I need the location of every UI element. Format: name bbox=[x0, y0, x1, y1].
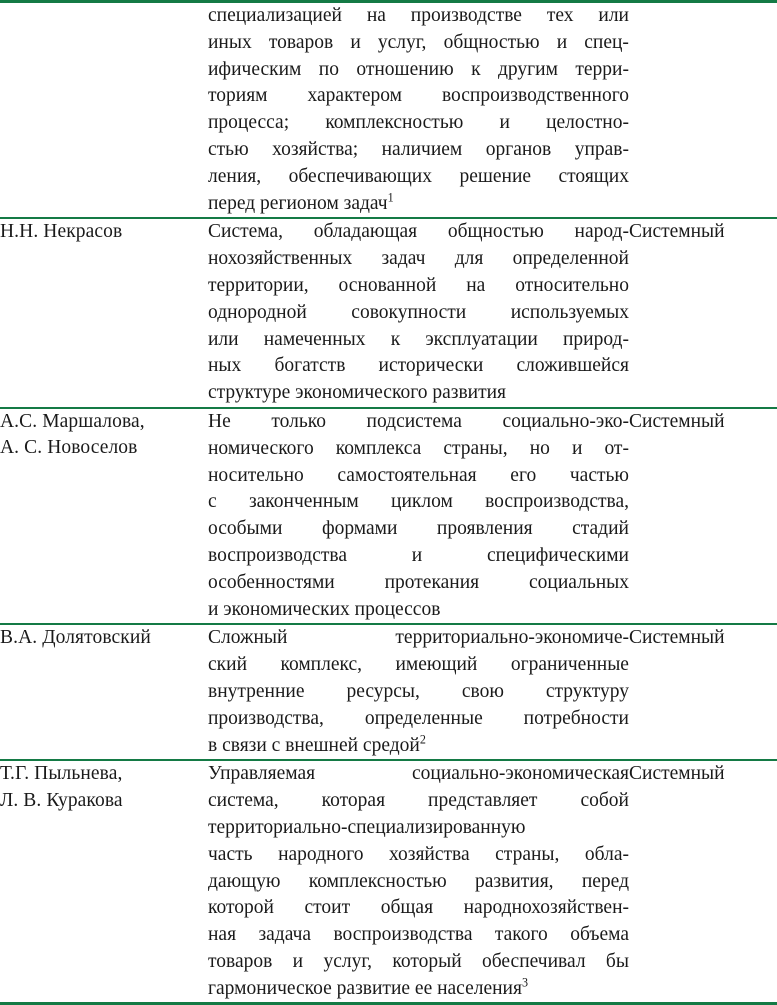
word: общностью bbox=[443, 31, 540, 53]
word: целостно- bbox=[546, 112, 629, 134]
word: который bbox=[392, 950, 462, 972]
definition-line bbox=[208, 679, 629, 706]
approach-label: Системный bbox=[629, 221, 725, 243]
word: народного bbox=[278, 843, 364, 865]
word: сложившейся bbox=[516, 355, 629, 377]
word: Управляемая bbox=[208, 763, 316, 785]
word: имеющий bbox=[395, 654, 478, 676]
word: ифическим bbox=[208, 58, 302, 80]
word: другим bbox=[497, 58, 558, 80]
word: социально-экономическая bbox=[411, 763, 629, 785]
word: воспроизводственного bbox=[441, 85, 629, 107]
word: на bbox=[466, 274, 486, 296]
word: используемых bbox=[510, 301, 629, 323]
word: природ- bbox=[563, 328, 629, 350]
word: ский bbox=[208, 654, 247, 676]
cell-definition bbox=[208, 2, 629, 219]
word: социально-эко- bbox=[502, 410, 629, 432]
word: характером bbox=[307, 85, 402, 107]
word: ная bbox=[208, 924, 237, 946]
word: терри- bbox=[575, 58, 629, 80]
definition-line-text: гармоническое развитие ее населения bbox=[208, 977, 522, 999]
word: комплекс, bbox=[280, 654, 363, 676]
definition-line bbox=[208, 815, 629, 842]
word: обеспечивал bbox=[481, 950, 586, 972]
cell-author bbox=[0, 408, 208, 624]
definition-line-text: перед регионом задач bbox=[208, 192, 388, 214]
word: с bbox=[208, 491, 217, 513]
word: ограниченные bbox=[510, 654, 629, 676]
definition-line-text: и экономических процессов bbox=[208, 598, 441, 620]
word: стоящих bbox=[558, 165, 629, 187]
word: особыми bbox=[208, 518, 283, 540]
word: услуг, bbox=[377, 31, 427, 53]
word: иных bbox=[208, 31, 252, 53]
footnote-marker: 2 bbox=[419, 732, 426, 747]
definition-line bbox=[208, 380, 629, 407]
definition-line bbox=[208, 30, 629, 57]
word: комплексностью bbox=[325, 112, 464, 134]
word: специфическими bbox=[487, 544, 629, 566]
word: хозяйства bbox=[388, 843, 470, 865]
cell-definition bbox=[208, 408, 629, 624]
word: услуг, bbox=[323, 950, 373, 972]
word: и bbox=[292, 950, 304, 972]
author-line: Н.Н. Некрасов bbox=[0, 221, 123, 243]
word: стью bbox=[208, 138, 249, 160]
word: но bbox=[529, 437, 550, 459]
word: циклом bbox=[391, 491, 453, 513]
word: развития, bbox=[475, 870, 554, 892]
word: к bbox=[390, 328, 401, 350]
word: совокупности bbox=[351, 301, 467, 323]
definition-line bbox=[208, 949, 629, 976]
cell-definition bbox=[208, 760, 629, 1004]
word: страны, bbox=[495, 843, 560, 865]
author-line: А.С. Маршалова, bbox=[0, 410, 145, 432]
word: обла- bbox=[584, 843, 629, 865]
word: решение bbox=[459, 165, 532, 187]
word: задача bbox=[258, 924, 312, 946]
word: потребности bbox=[523, 707, 629, 729]
footnote-marker: 1 bbox=[387, 190, 394, 205]
word: которая bbox=[321, 790, 386, 812]
definition-line bbox=[208, 353, 629, 380]
footnote-marker: 3 bbox=[521, 975, 529, 990]
definition-line bbox=[208, 191, 629, 218]
word: на bbox=[366, 5, 386, 26]
author-line: Л. В. Куракова bbox=[0, 789, 123, 811]
definition-line-text: структуре экономического развития bbox=[208, 382, 507, 404]
word: и bbox=[571, 437, 583, 459]
definition-line bbox=[208, 246, 629, 273]
definition-line bbox=[208, 57, 629, 84]
word: часть bbox=[208, 843, 253, 865]
definition-line bbox=[208, 489, 629, 516]
word: производстве bbox=[410, 5, 522, 26]
definition-line bbox=[208, 706, 629, 733]
cell-author bbox=[0, 624, 208, 760]
word: воспроизводства, bbox=[485, 491, 629, 513]
word: богатств bbox=[274, 355, 346, 377]
definition-line bbox=[208, 327, 629, 354]
word: ториям bbox=[208, 85, 268, 107]
word: воспроизводства bbox=[333, 924, 473, 946]
word: процесса; bbox=[208, 112, 290, 134]
definition-line bbox=[208, 516, 629, 543]
word: по bbox=[318, 58, 339, 80]
word: спец- bbox=[584, 31, 629, 53]
cell-definition bbox=[208, 624, 629, 760]
word: основанной bbox=[338, 274, 437, 296]
definition-line bbox=[208, 842, 629, 869]
word: самостоятельная bbox=[337, 464, 477, 486]
definition-line bbox=[208, 164, 629, 191]
word: особенностями bbox=[208, 571, 335, 593]
cell-author bbox=[0, 760, 208, 1004]
definition-line bbox=[208, 761, 629, 788]
definition-line bbox=[208, 976, 629, 1003]
word: дающую bbox=[208, 870, 281, 892]
cell-approach bbox=[629, 2, 777, 219]
approach-label: Системный bbox=[629, 763, 725, 785]
word: комплексностью bbox=[308, 870, 447, 892]
cell-approach bbox=[629, 408, 777, 624]
word: социальных bbox=[528, 571, 629, 593]
approach-label: Системный bbox=[629, 627, 725, 649]
definition-line bbox=[208, 788, 629, 815]
author-line: В.А. Долятовский bbox=[0, 627, 151, 649]
definition-line-text: в связи с внешней средой bbox=[208, 734, 420, 756]
cell-approach bbox=[629, 218, 777, 408]
word: его bbox=[510, 464, 537, 486]
word: Не bbox=[208, 410, 231, 432]
word: для bbox=[454, 248, 484, 270]
definition-line bbox=[208, 895, 629, 922]
table-row bbox=[0, 408, 777, 624]
word: комплекса bbox=[335, 437, 422, 459]
cell-approach bbox=[629, 624, 777, 760]
word: структуру bbox=[545, 680, 629, 702]
word: товаров bbox=[268, 31, 334, 53]
word: номического bbox=[208, 437, 314, 459]
word: система, bbox=[208, 790, 279, 812]
definition-line bbox=[208, 570, 629, 597]
word: формами bbox=[321, 518, 398, 540]
word: специализацией bbox=[208, 5, 342, 26]
word: эксплуатации bbox=[425, 328, 538, 350]
definition-line bbox=[208, 409, 629, 436]
definition-line bbox=[208, 273, 629, 300]
word: территориально-специализированную bbox=[208, 816, 526, 838]
word: ресурсы, bbox=[346, 680, 420, 702]
word: бы bbox=[605, 950, 629, 972]
word: протекания bbox=[384, 571, 480, 593]
word: внутренние bbox=[208, 680, 305, 702]
definition-line bbox=[208, 733, 629, 760]
word: тех bbox=[546, 5, 574, 26]
cell-approach bbox=[629, 760, 777, 1004]
table-row bbox=[0, 218, 777, 408]
definition-line bbox=[208, 219, 629, 246]
cell-author bbox=[0, 2, 208, 219]
definition-line bbox=[208, 436, 629, 463]
author-line: Т.Г. Пыльнева, bbox=[0, 763, 123, 785]
word: органов bbox=[485, 138, 552, 160]
word: территориально-экономиче- bbox=[395, 627, 629, 649]
definition-line bbox=[208, 3, 629, 30]
definition-line bbox=[208, 597, 629, 624]
word: народ- bbox=[574, 221, 629, 243]
definition-line bbox=[208, 543, 629, 570]
word: собой bbox=[580, 790, 629, 812]
word: управ- bbox=[574, 138, 629, 160]
word: воспроизводства bbox=[208, 544, 348, 566]
word: и bbox=[499, 112, 510, 134]
cell-definition bbox=[208, 218, 629, 408]
word: определенные bbox=[364, 707, 483, 729]
word: Сложный bbox=[208, 627, 288, 649]
word: относительно bbox=[515, 274, 629, 296]
word: к bbox=[471, 58, 481, 80]
table-row bbox=[0, 760, 777, 1004]
word: нохозяйственных bbox=[208, 248, 353, 270]
word: или bbox=[598, 5, 629, 26]
word: наличием bbox=[381, 138, 463, 160]
word: от- bbox=[604, 437, 629, 459]
approach-label: Системный bbox=[629, 410, 725, 432]
word: общая bbox=[380, 897, 434, 919]
word: исторически bbox=[378, 355, 484, 377]
definition-line bbox=[208, 300, 629, 327]
definition-line bbox=[208, 83, 629, 110]
word: или bbox=[208, 328, 239, 350]
word: намеченных bbox=[263, 328, 366, 350]
word: территории, bbox=[208, 274, 309, 296]
word: проявления bbox=[436, 518, 533, 540]
word: страны, bbox=[443, 437, 508, 459]
word: народнохозяйствен- bbox=[463, 897, 629, 919]
word: общностью bbox=[447, 221, 544, 243]
word: только bbox=[271, 410, 326, 432]
word: которой bbox=[208, 897, 274, 919]
definition-line bbox=[208, 463, 629, 490]
word: производства, bbox=[208, 707, 324, 729]
definition-line bbox=[208, 110, 629, 137]
word: носительно bbox=[208, 464, 304, 486]
word: объема bbox=[570, 924, 629, 946]
definition-line bbox=[208, 922, 629, 949]
word: представляет bbox=[428, 790, 538, 812]
word: стадий bbox=[572, 518, 629, 540]
definition-line bbox=[208, 869, 629, 896]
word: и bbox=[350, 31, 361, 53]
table-body bbox=[0, 2, 777, 1004]
word: такого bbox=[494, 924, 548, 946]
word: стоит bbox=[304, 897, 351, 919]
word: и bbox=[556, 31, 568, 53]
word: ных bbox=[208, 355, 242, 377]
cell-author bbox=[0, 218, 208, 408]
table-row bbox=[0, 2, 777, 219]
word: перед bbox=[581, 870, 629, 892]
word: задач bbox=[381, 248, 426, 270]
definition-line bbox=[208, 137, 629, 164]
definition-line bbox=[208, 625, 629, 652]
word: ления, bbox=[208, 165, 262, 187]
definition-line bbox=[208, 652, 629, 679]
word: законченным bbox=[248, 491, 359, 513]
word: хозяйства; bbox=[272, 138, 359, 160]
word: свою bbox=[461, 680, 504, 702]
word: и bbox=[411, 544, 423, 566]
word: Система, bbox=[208, 221, 284, 243]
word: подсистема bbox=[366, 410, 462, 432]
table-row bbox=[0, 624, 777, 760]
word: обладающая bbox=[313, 221, 418, 243]
word: товаров bbox=[208, 950, 273, 972]
word: определенной bbox=[512, 248, 629, 270]
word: однородной bbox=[208, 301, 307, 323]
word: частью bbox=[569, 464, 629, 486]
word: отношению bbox=[356, 58, 454, 80]
author-line: А. С. Новоселов bbox=[0, 437, 138, 459]
word: обеспечивающих bbox=[288, 165, 432, 187]
